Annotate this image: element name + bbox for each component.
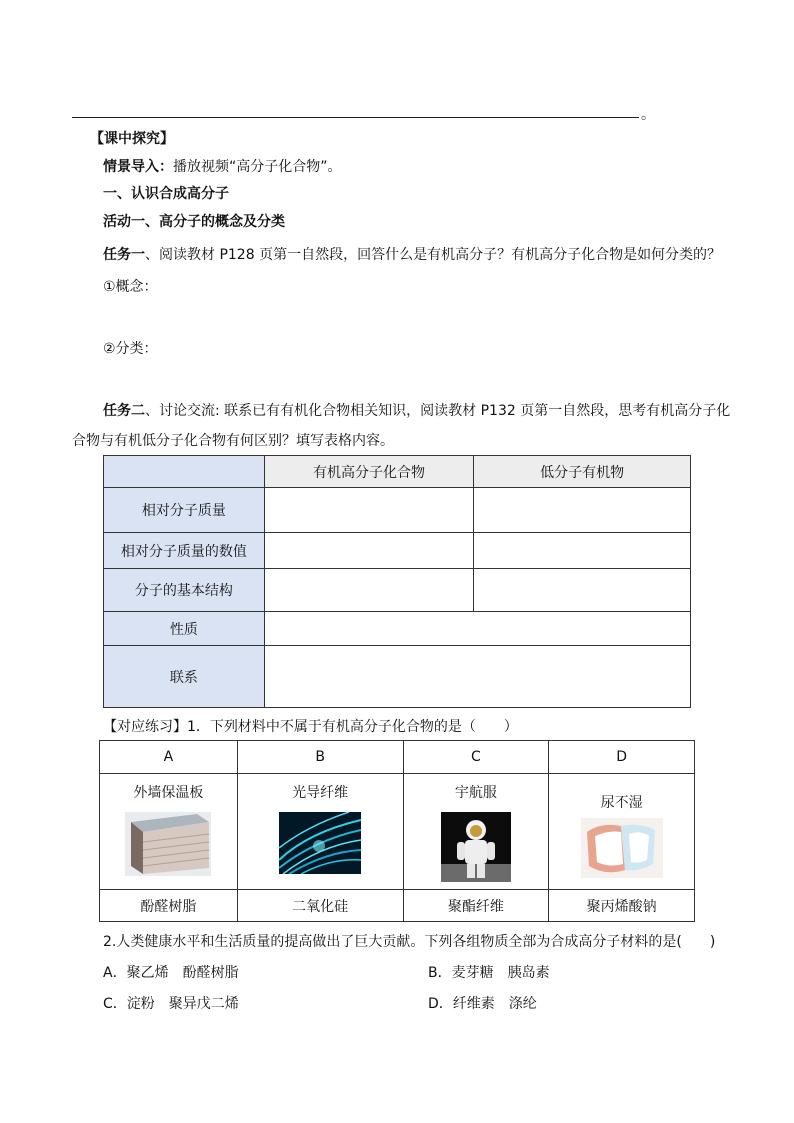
answer-cell[interactable]	[474, 569, 691, 612]
option-material: 聚酯纤维	[403, 890, 549, 922]
astronaut-image	[441, 812, 511, 882]
row-label: 相对分子质量	[104, 488, 265, 533]
answer-cell[interactable]	[264, 488, 474, 533]
answer-cell[interactable]	[264, 569, 474, 612]
option-cell-a	[100, 774, 238, 890]
option-material: 二氧化硅	[237, 890, 403, 922]
answer-cell[interactable]	[264, 612, 690, 646]
intro-text: 播放视频“高分子化合物”。	[173, 159, 342, 175]
table-row	[104, 533, 691, 569]
question-2-option-a[interactable]: A．聚乙烯 酚醛树脂	[103, 965, 239, 981]
answer-cell[interactable]	[474, 488, 691, 533]
diaper-image	[581, 818, 663, 878]
option-image-row	[100, 774, 695, 890]
option-letter: A	[100, 741, 238, 774]
table-header-row	[104, 456, 691, 488]
option-cell-b	[237, 774, 403, 890]
col-header-small-molecule: 低分子有机物	[474, 456, 691, 488]
option-letter: B	[237, 741, 403, 774]
question-1-stem: 1．下列材料中不属于有机高分子化合物的是（ ）	[187, 719, 518, 735]
task-1-label: 任务一	[103, 247, 145, 263]
option-letter-row	[100, 741, 695, 774]
col-header-polymer: 有机高分子化合物	[264, 456, 474, 488]
task-1	[103, 244, 721, 264]
answer-blank-line	[72, 117, 639, 118]
question-2-option-b[interactable]: B．麦芽糖 胰岛素	[428, 965, 550, 981]
classification-label: ②分类：	[103, 341, 158, 357]
option-letter: D	[549, 741, 695, 774]
heading-1: 一、认识合成高分子	[103, 186, 229, 202]
option-material-row	[100, 890, 695, 922]
option-cell-d	[549, 774, 695, 890]
answer-cell[interactable]	[264, 533, 474, 569]
row-label: 分子的基本结构	[104, 569, 265, 612]
section-title: 【课中探究】	[90, 131, 174, 147]
intro-line	[103, 156, 342, 176]
option-cell-c	[403, 774, 549, 890]
option-name: 尿不湿	[600, 795, 643, 811]
question-2-option-c[interactable]: C．淀粉 聚异戊二烯	[103, 996, 239, 1012]
question-2-stem: 2.人类健康水平和生活质量的提高做出了巨大贡献。下列各组物质全部为合成高分子材料的是( )	[103, 934, 716, 950]
row-label: 性质	[104, 612, 265, 646]
optical-fiber-image	[279, 812, 361, 874]
concept-label: ①概念：	[103, 279, 158, 295]
activity-1: 活动一、高分子的概念及分类	[103, 214, 285, 230]
option-letter: C	[403, 741, 549, 774]
task-2-line-2: 合物与有机低分子化合物有何区别？填写表格内容。	[72, 433, 394, 449]
option-name: 光导纤维	[292, 785, 349, 801]
answer-cell[interactable]	[474, 533, 691, 569]
foam-board-image	[125, 812, 211, 876]
comparison-table	[103, 455, 691, 708]
option-name: 宇航服	[454, 785, 497, 801]
task-2-label: 任务二	[103, 403, 145, 419]
options-table	[99, 740, 695, 922]
corner-cell	[104, 456, 265, 488]
practice-label: 【对应练习】	[103, 719, 187, 735]
trailing-period: 。	[641, 107, 655, 123]
option-material: 聚丙烯酸钠	[549, 890, 695, 922]
option-material: 酚醛树脂	[100, 890, 238, 922]
question-2-option-d[interactable]: D．纤维素 涤纶	[428, 996, 537, 1012]
task-2-line-1	[103, 400, 730, 420]
option-name: 外墙保温板	[133, 785, 204, 801]
task-1-text: 、阅读教材 P128 页第一自然段，回答什么是有机高分子？有机高分子化合物是如何分类的？	[145, 247, 722, 263]
table-row	[104, 612, 691, 646]
table-row	[104, 646, 691, 708]
table-row	[104, 488, 691, 533]
row-label: 相对分子质量的数值	[104, 533, 265, 569]
answer-cell[interactable]	[264, 646, 690, 708]
row-label: 联系	[104, 646, 265, 708]
intro-label: 情景导入：	[103, 159, 173, 175]
practice-question-1	[103, 716, 518, 736]
task-2-text-1: 、讨论交流: 联系已有有机化合物相关知识，阅读教材 P132 页第一自然段，思考有机高分子化	[145, 403, 731, 419]
table-row	[104, 569, 691, 612]
